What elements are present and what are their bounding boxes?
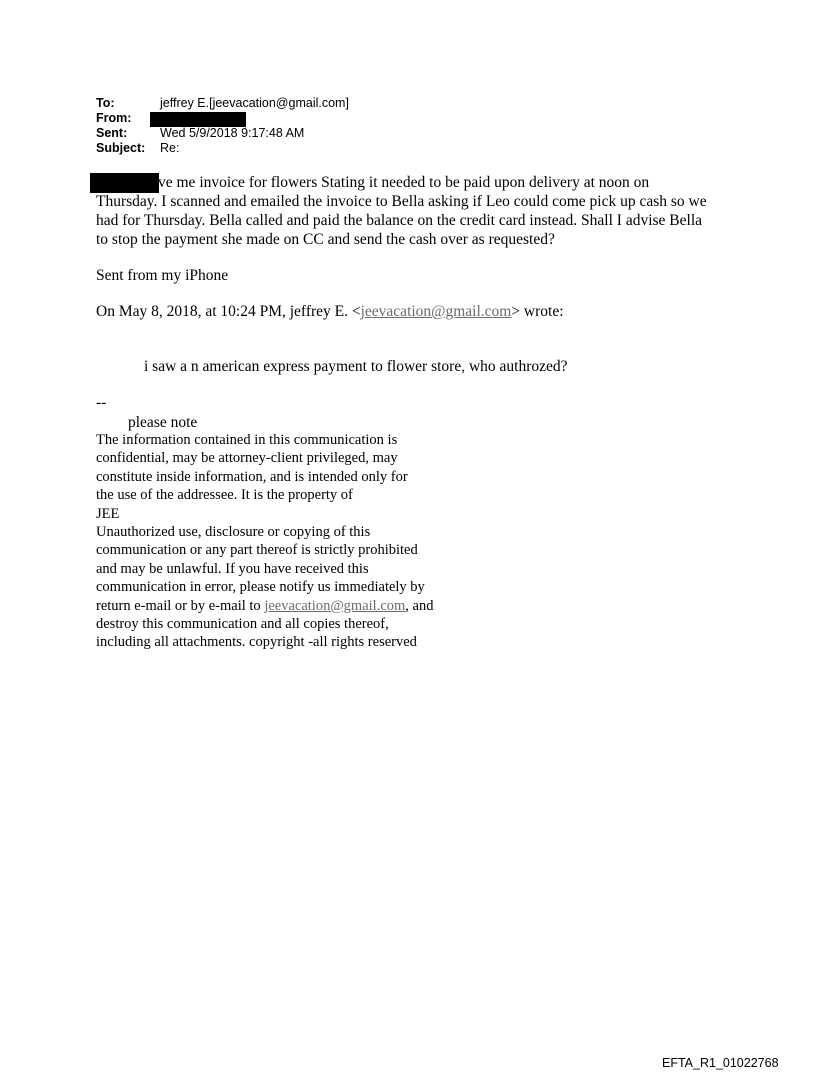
- from-redaction: [150, 112, 246, 127]
- reply-line-4: to stop the payment she made on CC and send the cash over as requested?: [96, 231, 555, 248]
- disclaimer-line-7: communication or any part thereof is strictly prohibited: [96, 542, 418, 559]
- quote-header: [96, 302, 564, 321]
- disclaimer-email-link[interactable]: jeevacation@gmail.com: [264, 597, 406, 614]
- disclaimer-line-1: The information contained in this communication is: [96, 432, 398, 448]
- disclaimer-body: [96, 431, 433, 652]
- disclaimer-line-11: destroy this communication and all copies thereof,: [96, 615, 389, 632]
- return-suffix: , and: [405, 597, 434, 614]
- reply-line-3: had for Thursday. Bella called and paid the balance on the credit card instead. Shall I advise Bella: [96, 212, 702, 229]
- quoted-message-text: i saw a n american express payment to flower store, who authrozed?: [144, 358, 568, 375]
- sent-value: Wed 5/9/2018 9:17:48 AM: [160, 126, 305, 140]
- signature-text: Sent from my iPhone: [96, 267, 229, 284]
- disclaimer-line-4: the use of the addressee. It is the property of: [96, 487, 353, 504]
- reply-body: [96, 173, 707, 249]
- quote-header-email-link[interactable]: jeevacation@gmail.com: [360, 303, 512, 320]
- to-value: jeffrey E.[jeevacation@gmail.com]: [160, 96, 349, 110]
- disclaimer-line-9: communication in error, please notify us immediately by: [96, 579, 425, 596]
- please-note-text: please note: [128, 414, 198, 431]
- disclaimer-line-8: and may be unlawful. If you have received this: [96, 560, 369, 577]
- disclaimer-dashes: [96, 393, 106, 412]
- reply-line-1: ve me invoice for flowers Stating it needed to be paid upon delivery at noon on: [158, 174, 650, 191]
- document-id: EFTA_R1_01022768: [662, 1056, 779, 1070]
- return-prefix: return e-mail or by e-mail to: [96, 597, 265, 614]
- disclaimer-line-2: confidential, may be attorney-client privileged, may: [96, 450, 398, 467]
- dashes-text: --: [96, 394, 107, 411]
- quoted-message: [144, 357, 568, 376]
- disclaimer-please-note: [128, 413, 197, 432]
- signature: [96, 266, 228, 285]
- reply-line-2: Thursday. I scanned and emailed the invoice to Bella asking if Leo could come pick up cash so we: [96, 193, 707, 210]
- disclaimer-line-3: constitute inside information, and is intended only for: [96, 468, 408, 485]
- disclaimer-line-6: Unauthorized use, disclosure or copying of this: [96, 523, 371, 540]
- quote-header-prefix: On May 8, 2018, at 10:24 PM, jeffrey E. <: [96, 303, 361, 320]
- sent-label: Sent:: [96, 126, 128, 140]
- subject-value: Re:: [160, 141, 180, 155]
- disclaimer-line-12: including all attachments. copyright -all rights reserved: [96, 634, 417, 651]
- quote-header-suffix: > wrote:: [511, 303, 564, 320]
- from-label: From:: [96, 111, 132, 125]
- disclaimer-line-5: JEE: [96, 505, 120, 522]
- to-label: To:: [96, 96, 115, 110]
- subject-label: Subject:: [96, 141, 146, 155]
- disclaimer-line-10: [96, 597, 433, 615]
